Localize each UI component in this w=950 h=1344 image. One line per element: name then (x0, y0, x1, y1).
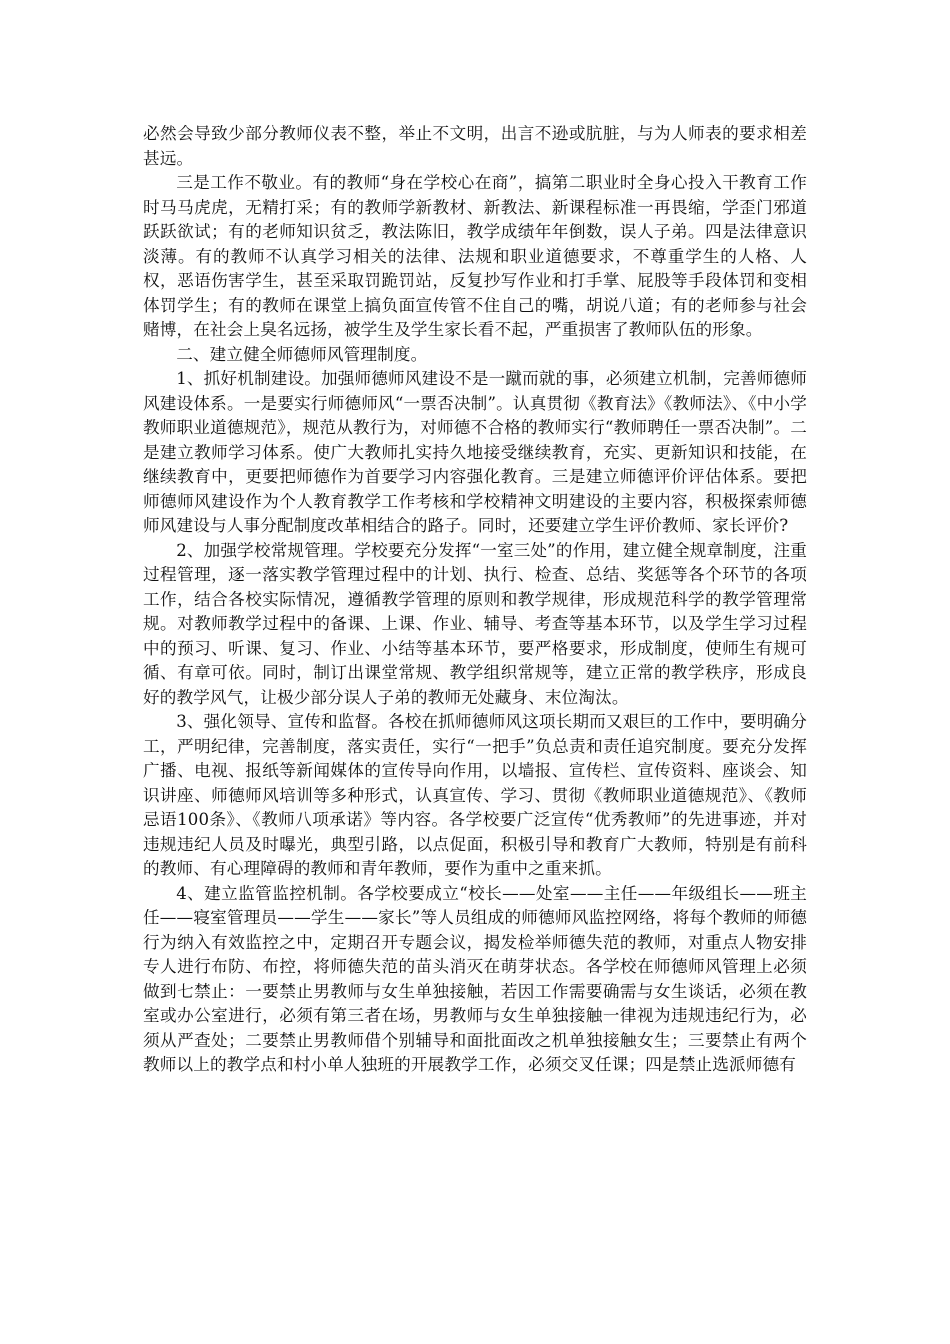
document-page (143, 122, 807, 1078)
paragraph-2: 三是工作不敬业。有的教师“身在学校心在商”，搞第二职业时全身心投入干教育工作时马马虎虎，无精打采；有的教师学新教材、新教法、新课程标准一再畏缩，学歪门邪道跃跃欲试；有的老师知识贫乏，教法陈旧，教学成绩年年倒数，误人子弟。四是法律意识淡薄。有的教师不认真学习相关的法律、法规和职业道德要求，不尊重学生的人格、人权，恶语伤害学生，甚至采取罚跪罚站，反复抄写作业和打手掌、屁股等手段体罚和变相体罚学生；有的教师在课堂上搞负面宣传管不住自己的嘴，胡说八道；有的老师参与社会赌博，在社会上臭名远扬，被学生及学生家长看不起，严重损害了教师队伍的形象。 (143, 173, 807, 339)
paragraph-routine-management: 2、加强学校常规管理。学校要充分发挥“一室三处”的作用，建立健全规章制度，注重过程管理，逐一落实教学管理过程中的计划、执行、检查、总结、奖惩等各个环节的各项工作，结合各校实际情况，遵循教学管理的原则和教学规律，形成规范科学的教学管理常规。对教师教学过程中的备课、上课、作业、辅导、考查等基本环节，以及学生学习过程中的预习、听课、复习、作业、小结等基本环节，要严格要求，形成制度，使师生有规可循、有章可依。同时，制订出课堂常规、教学组织常规等，建立正常的教学秩序，形成良好的教学风气，让极少部分误人子弟的教师无处藏身、末位淘汰。 (143, 540, 807, 707)
paragraph-leadership-publicity: 3、强化领导、宣传和监督。各校在抓师德师风这项长期而又艰巨的工作中，要明确分工，严明纪律，完善制度，落实责任，实行“一把手”负总责和责任追究制度。要充分发挥广播、电视、报纸等新闻媒体的宣传导向作用，以墙报、宣传栏、宣传资料、座谈会、知识讲座、师德师风培训等多种形式，认真宣传、学习、贯彻《教师职业道德规范》、《教师忌语100条》、《教师八项承诺》等内容。各学校要广泛宣传“优秀教师”的先进事迹，并对违规违纪人员及时曝光，典型引路，以点促面，积极引导和教育广大教师，特别是有前科的教师、有心理障碍的教师和青年教师，要作为重中之重来抓。 (143, 712, 807, 878)
paragraph-mechanism-building: 1、抓好机制建设。加强师德师风建设不是一蹴而就的事，必须建立机制，完善师德师风建设体系。一是要实行师德师风“一票否决制”。认真贯彻《教育法》《教师法》、《中小学教师职业道德规范》，规范从教行为，对师德不合格的教师实行“教师聘任一票否决制”。二是建立教师学习体系。使广大教师扎实持久地接受继续教育，充实、更新知识和技能，在继续教育中，更要把师德作为首要学习内容强化教育。三是建立师德评价评估体系。要把师德师风建设作为个人教育教学工作考核和学校精神文明建设的主要内容，积极探索师德师风建设与人事分配制度改革相结合的路子。同时，还要建立学生评价教师、家长评价? (143, 369, 807, 535)
paragraph-1: 必然会导致少部分教师仪表不整，举止不文明，出言不逊或肮脏，与为人师表的要求相差甚远。 (143, 124, 807, 168)
section-heading-2: 二、建立健全师德师风管理制度。 (176, 344, 428, 364)
paragraph-supervision-mechanism: 4、建立监管监控机制。各学校要成立“校长——处室——主任——年级组长——班主任——寝室管理员——学生——家长”等人员组成的师德师风监控网络，将每个教师的师德行为纳入有效监控之中，定期召开专题会议，揭发检举师德失范的教师，对重点人物安排专人进行布防、布控，将师德失范的苗头消灭在萌芽状态。各学校在师德师风管理上必须做到七禁止：一要禁止男教师与女生单独接触，若因工作需要确需与女生谈话，必须在教室或办公室进行，必须有第三者在场，男教师与女生单独接触一律视为违规违纪行为，必须从严查处；二要禁止男教师借个别辅导和面批面改之机单独接触女生；三要禁止有两个教师以上的教学点和村小单人独班的开展教学工作，必须交叉任课；四是禁止选派师德有 (143, 883, 807, 1074)
